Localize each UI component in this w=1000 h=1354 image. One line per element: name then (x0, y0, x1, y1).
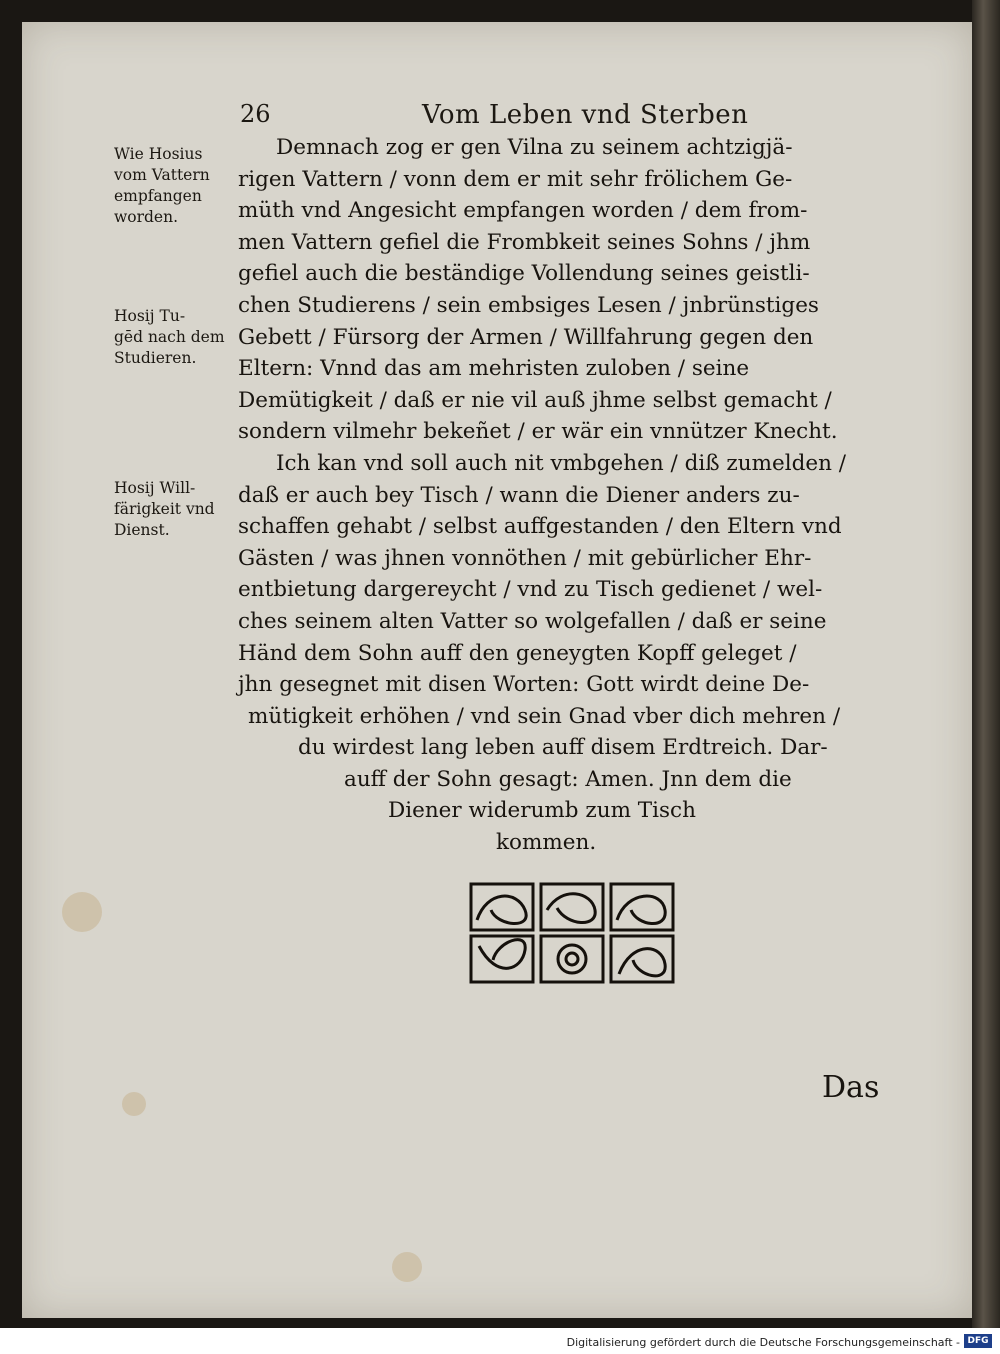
body-text (238, 132, 898, 859)
catchword: Das (822, 1070, 880, 1105)
page-number: 26 (240, 100, 271, 128)
book-page-edge (972, 0, 1000, 1328)
text-line: Diener widerumb zum Tisch (388, 798, 696, 824)
margin-note: Hosij Will- färigkeit vnd Dienst. (114, 479, 215, 539)
running-title: Vom Leben vnd Sterben (422, 100, 749, 130)
dfg-logo-icon: DFG (964, 1334, 992, 1348)
margin-note: Wie Hosius vom Vattern empfangen worden. (114, 145, 210, 226)
text-line: du wirdest lang leben auff disem Erdtreich. Dar- (298, 735, 828, 761)
text-line: entbietung dargereycht / vnd zu Tisch gedienet / wel- (238, 577, 823, 603)
text-line: Gästen / was jhnen vonnöthen / mit gebürlicher Ehr- (238, 545, 812, 571)
text-line: Demütigkeit / daß er nie vil auß jhme selbst gemacht / (238, 387, 832, 413)
text-line: men Vattern gefiel die Frombkeit seines Sohns / jhm (238, 229, 811, 255)
ornament-vignette (467, 880, 677, 986)
paper-stain (122, 1092, 146, 1116)
text-line: auff der Sohn gesagt: Amen. Jnn dem die (344, 766, 792, 792)
margin-note: Hosij Tu- gēd nach dem Studieren. (114, 307, 225, 367)
text-line: Demnach zog er gen Vilna zu seinem achtzigjä- (276, 135, 793, 160)
text-line: sondern vilmehr bekeñet / er wär ein vnnützer Knecht. (238, 419, 838, 445)
book-page (22, 22, 972, 1318)
text-line: Ich kan vnd soll auch nit vmbgehen / diß zumelden / (276, 450, 847, 476)
text-line: schaffen gehabt / selbst auffgestanden / den Eltern vnd (238, 514, 842, 540)
text-line: rigen Vattern / vonn dem er mit sehr frölichem Ge- (238, 166, 793, 192)
footer-credit: Digitalisierung gefördert durch die Deutsche Forschungsgemeinschaft - (566, 1336, 960, 1349)
text-line: mütigkeit erhöhen / vnd sein Gnad vber dich mehren / (248, 703, 841, 729)
paper-stain (392, 1252, 422, 1282)
text-line: daß er auch bey Tisch / wann die Diener anders zu- (238, 482, 800, 508)
text-line: Händ dem Sohn auff den geneygten Kopff geleget / (238, 640, 797, 666)
text-line: Eltern: Vnnd das am mehristen zuloben / seine (238, 356, 750, 382)
text-line: kommen. (496, 830, 597, 856)
text-line: gefiel auch die beständige Vollendung seines geistli- (238, 261, 810, 287)
paper-stain (62, 892, 102, 932)
text-line: chen Studierens / sein embsiges Lesen / jnbrünstiges (238, 292, 819, 318)
text-line: Gebett / Fürsorg der Armen / Willfahrung gegen den (238, 324, 814, 350)
text-line: jhn gesegnet mit disen Worten: Gott wirdt deine De- (238, 672, 810, 698)
text-line: müth vnd Angesicht empfangen worden / dem from- (238, 198, 808, 224)
text-line: ches seinem alten Vatter so wolgefallen / daß er seine (238, 608, 827, 634)
